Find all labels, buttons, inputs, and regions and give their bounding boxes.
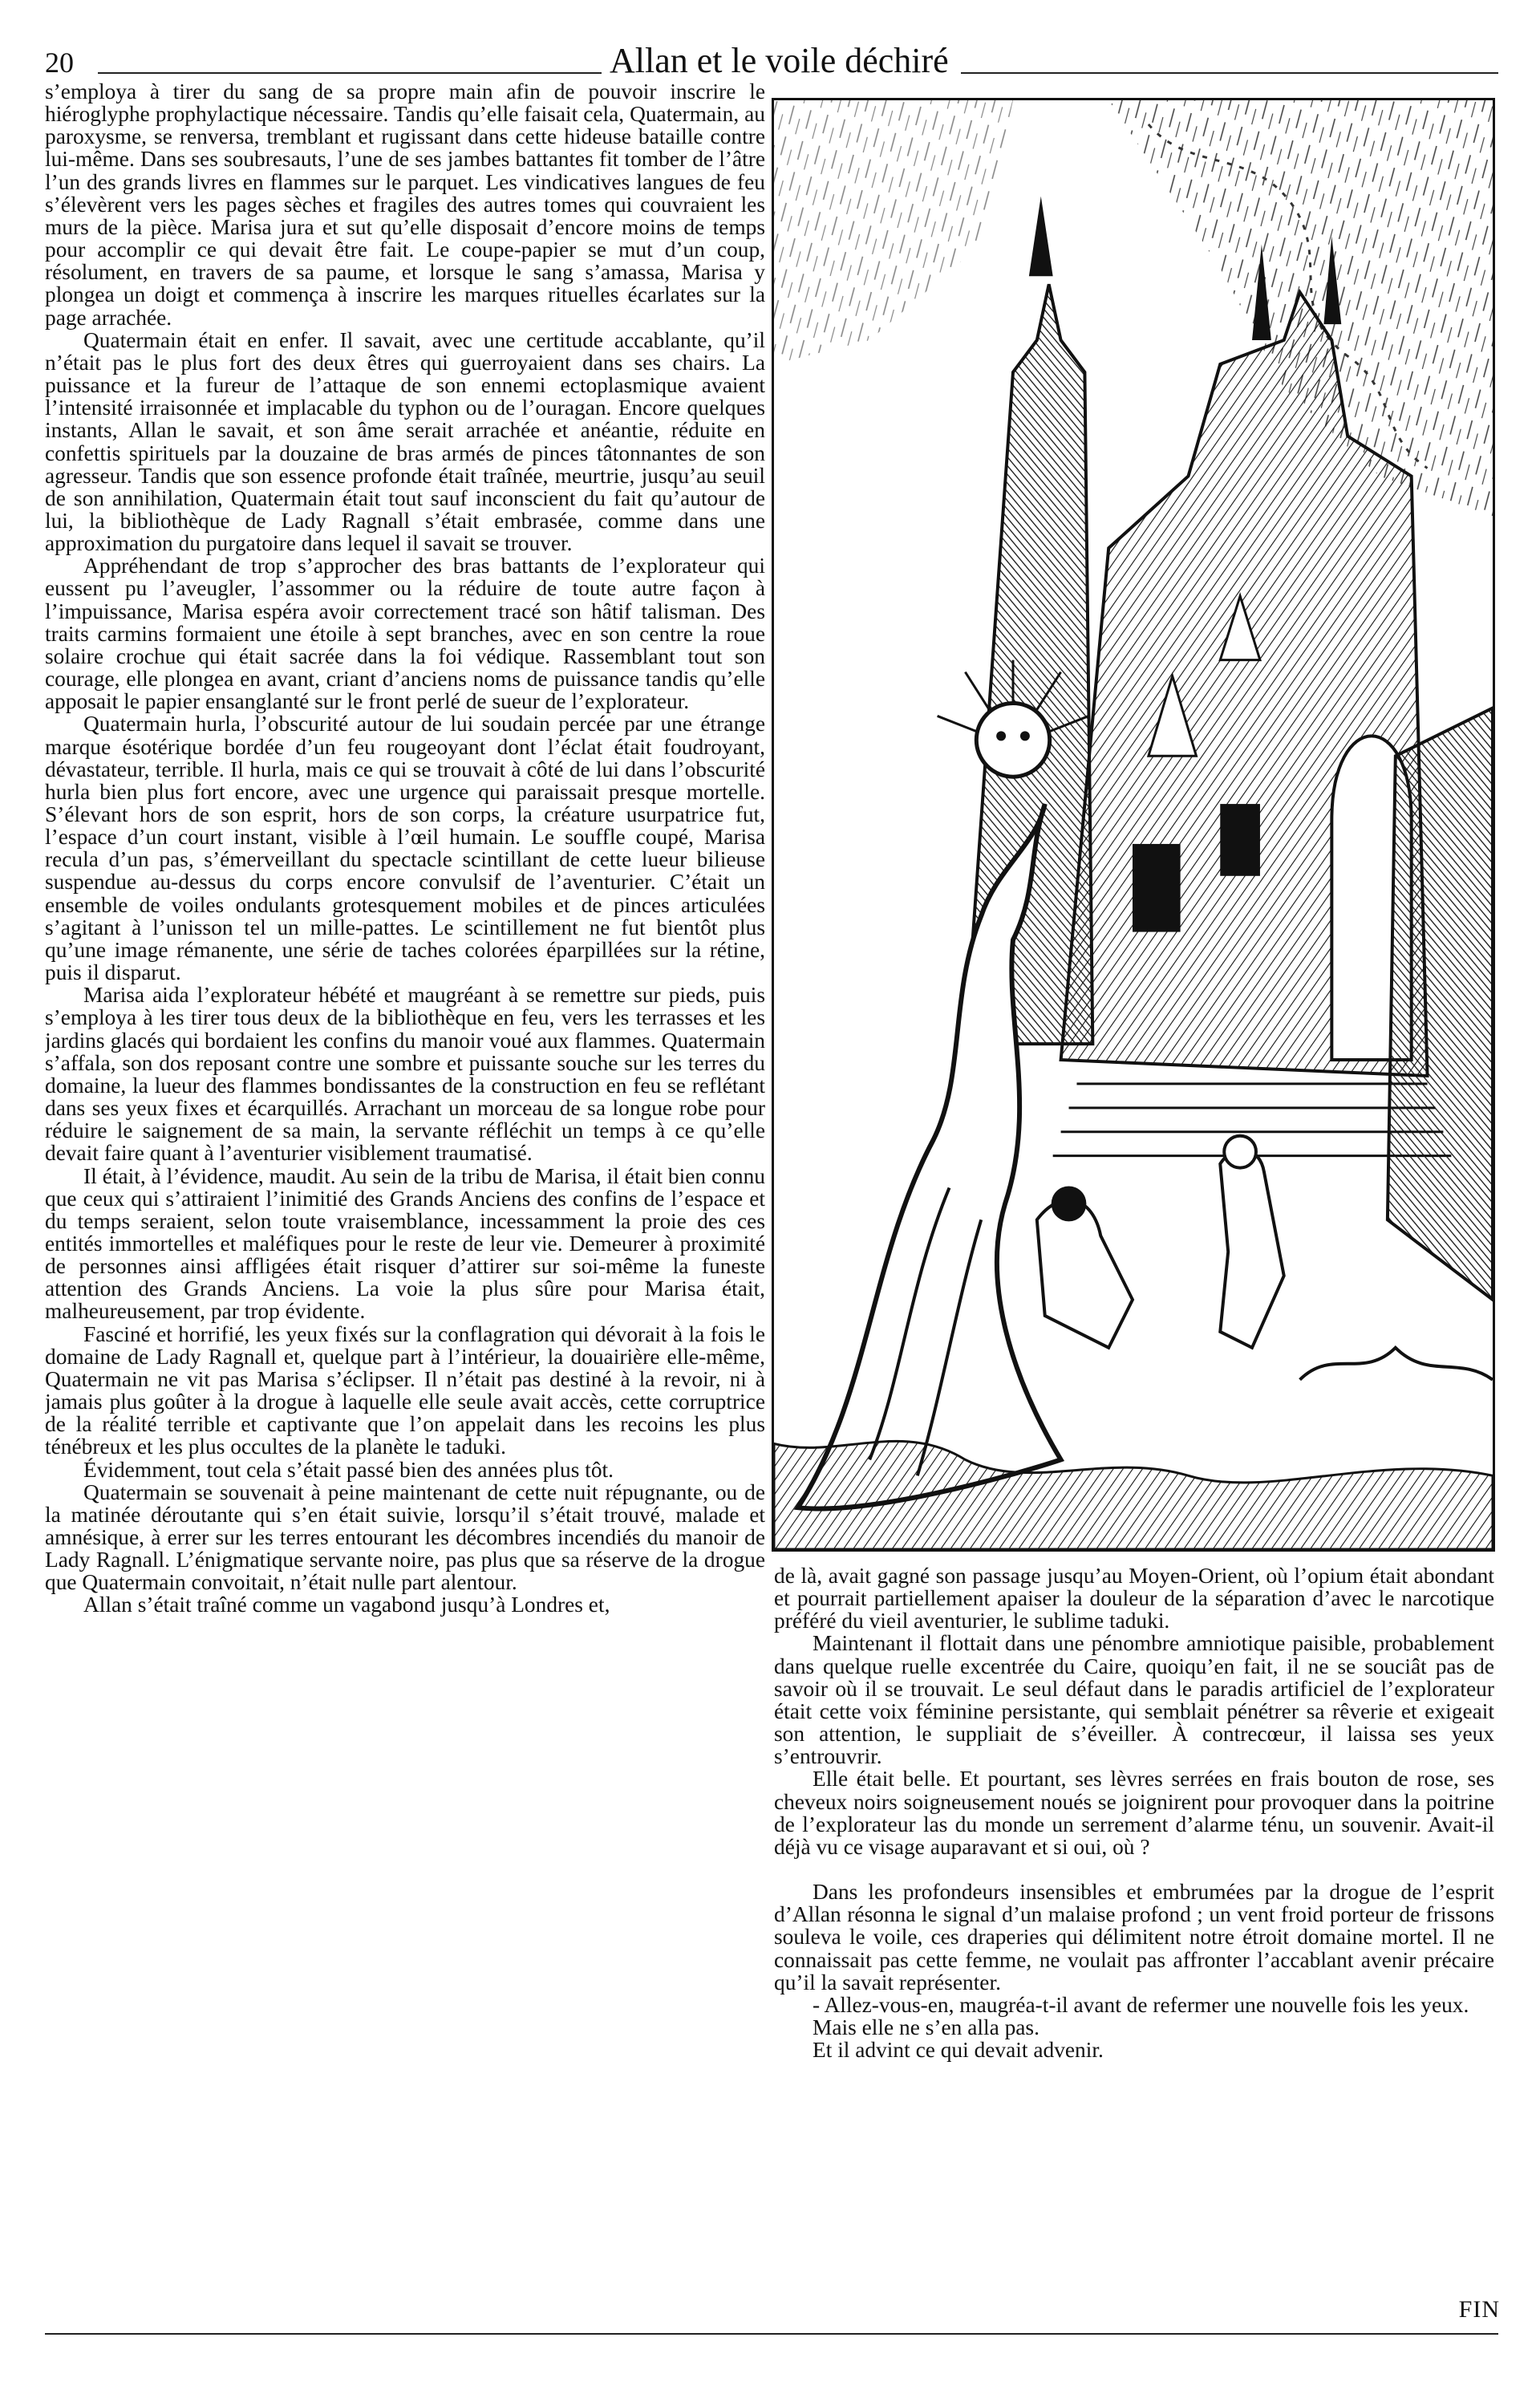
paragraph: Mais elle ne s’en alla pas. — [813, 2015, 1040, 2039]
paragraph: Allan s’était traîné comme un vagabond jusqu’à Londres et, — [83, 1593, 610, 1617]
paragraph: Il était, à l’évidence, maudit. Au sein de la tribu de Marisa, il était bien connu que ceux qui s’attiraient l’inimitié des Grands Anciens des confins de l’espace et du temps seraient, selon toute vraisemblance, incessamment la proie des ces entités immortelles et maléfiques pour le reste de leur vie. Demeurer à proximité de personnes ainsi affligées était risquer d’attirer sur soi-même la funeste attention des Grands Anciens. La voie la plus sûre pour Marisa était, malheureusement, par trop évidente. — [45, 1163, 765, 1324]
paragraph: Elle était belle. Et pourtant, ses lèvres serrées en frais bouton de rose, ses cheveux noirs soigneusement noués se joignirent pour provoquer dans la poitrine de l’explorateur las du monde un serrement d’alarme ténu, un souvenir. Avait-il déjà vu ce visage auparavant et si oui, où ? — [774, 1767, 1494, 1859]
paragraph: Maintenant il flottait dans une pénombre amniotique paisible, probablement dans quelque ruelle excentrée du Caire, quoiqu’en fait, il ne se souciât pas de savoir où il se trouvait. Le seul défaut dans le paradis artificiel de l’explorateur était cette voix féminine persistante, qui semblait pénétrer sa rêverie et exigeait son attention, le suppliait de s’éveiller. À contrecœur, il laissa ses yeux s’entrouvrir. — [774, 1631, 1494, 1769]
paragraph: de là, avait gagné son passage jusqu’au Moyen-Orient, où l’opium était abondant et pourrait partiellement apaiser la douleur de la séparation d’avec le narcotique préféré du vieil aventurier, le sublime taduki. — [774, 1564, 1494, 1633]
illustration-svg — [774, 100, 1493, 1549]
paragraph: Quatermain hurla, l’obscurité autour de lui soudain percée par une étrange marque ésotérique bordée d’un feu rougeoyant dont l’éclat était foudroyant, dévastateur, terrible. Il hurla, mais ce qui se trouvait à côté de lui dans l’obscurité hurla bien plus fort encore, avec une urgence qui paraissait presque mortelle. S’élevant hors de son esprit, hors de son corps, la créature usurpatrice fut, l’espace d’un court instant, visible à l’œil humain. Le souffle coupé, Marisa recula d’un pas, s’émerveillant du spectacle scintillant de cette lueur bilieuse suspendue au-dessus du corps encore convulsif de l’aventurier. C’était un ensemble de voiles ondulants grotesquement mobiles et de pinces articulées s’agitant à l’unisson tel un mille-pattes. Le scintillement ne fut bientôt plus qu’une image rémanente, une série de taches colorées éparpillées sur la rétine, puis il disparut. — [45, 712, 765, 985]
paragraph: - Allez-vous-en, maugréa-t-il avant de refermer une nouvelle fois les yeux. — [813, 1992, 1469, 2017]
running-title: Allan et le voile déchiré — [610, 41, 949, 80]
paragraph: Quatermain se souvenait à peine maintenant de cette nuit répugnante, ou de la matinée déroutante qui s’en était suivie, lorsqu’il s’était trouvé, malade et amnésique, à errer sur les terres entourant les décombres incendiés du manoir de Lady Ragnall. L’énigmatique servante noire, pas plus que sa réserve de la drogue que Quatermain convoitait, n’était nulle part alentour. — [45, 1479, 765, 1595]
paragraph: Dans les profondeurs insensibles et embrumées par la drogue de l’esprit d’Allan résonna le signal d’un malaise profond ; un vent froid porteur de frissons souleva le voile, ces draperies qui délimitent notre étroit domaine mortel. Il ne connaissait pas cette femme, ne voulait pas affronter l’accablant avenir précaire qu’il la savait représenter. — [774, 1880, 1494, 1994]
paragraph: s’employa à tirer du sang de sa propre main afin de pouvoir inscrire le hiéroglyphe prophylactique nécessaire. Tandis qu’elle faisait cela, Quatermain, au paroxysme, se renversa, tremblant et rugissant dans cette hideuse bataille contre lui-même. Dans ses soubresauts, l’une de ses jambes battantes fit tomber de l’âtre l’un des grands livres en flammes sur le parquet. Les vindicatives langues de feu s’élevèrent vers les pages sèches et fragiles des autres tomes qui couvraient les murs de la pièce. Marisa jura et sut qu’elle disposait d’encore moins de temps pour accomplir ce qui devait être fait. Le coupe-papier se mut d’un coup, résolument, en travers de sa paume, et lorsque le sang s’amassa, Marisa y plongea un doigt et commença à inscrire les marques rituelles écarlates sur la page arrachée. — [45, 80, 765, 330]
paragraph: Appréhendant de trop s’approcher des bras battants de l’explorateur qui eussent pu l’aveugler, l’assommer ou la réduire de toute autre façon à l’impuissance, Marisa espéra avoir correctement tracé son hâtif talisman. Des traits carmins formaient une étoile à sept branches, avec en son centre la roue solaire crochue qui était sacrée dans la foi védique. Rassemblant tout son courage, elle plongea en avant, criant d’anciens noms de puissance tandis qu’elle apposait le papier ensanglanté sur le front perlé de sueur de l’explorateur. — [45, 554, 765, 714]
paragraph: Quatermain était en enfer. Il savait, avec une certitude accablante, qu’il n’était pas le plus fort des deux êtres qui guerroyaient dans ses chairs. La puissance et la fureur de l’attaque de son ennemi ectoplasmique avaient l’intensité irraisonnée et implacable du typhon ou de l’ouragan. Encore quelques instants, Allan le savait, et son âme serait arrachée et anéantie, réduite en confettis spirituels par la douzaine de bras armés de pinces tâtonnantes de son agresseur. Tandis que son essence profonde était traînée, meurtrie, jusqu’au seuil de son annihilation, Quatermain était tout sauf inconscient du fait qu’autour de lui, la bibliothèque de Lady Ragnall s’était embrasée, comme dans une approximation du purgatoire dans lequel il savait se trouver. — [45, 327, 765, 556]
footer-rule — [45, 2333, 1498, 2335]
page-header — [0, 0, 1540, 88]
end-mark: FIN — [1458, 2296, 1500, 2323]
paragraph: Marisa aida l’explorateur hébété et maugréant à se remettre sur pieds, puis s’employa à les tirer tous deux de la bibliothèque en feu, vers les terrasses et les jardins glacés qui bordaient les confins du manoir voué aux flammes. Quatermain s’affala, son dos reposant contre une sombre et puissante souche sur les terres du domaine, la lueur des flammes bondissantes de la construction en feu se reflétant dans ses yeux fixes et écarquillés. Arrachant un morceau de sa longue robe pour réduire le saignement de sa main, la servante réfléchit un temps à ce qu’elle devait faire quant à l’aventurier visiblement traumatisé. — [45, 983, 765, 1166]
paragraph: Et il advint ce qui devait advenir. — [813, 2038, 1104, 2063]
page-number: 20 — [45, 47, 74, 79]
header-rule-right — [961, 72, 1498, 74]
right-column — [774, 1564, 1494, 2279]
paragraph: Évidemment, tout cela s’était passé bien des années plus tôt. — [83, 1457, 614, 1482]
header-rule-left — [98, 72, 602, 74]
paragraph: Fasciné et horrifié, les yeux fixés sur la conflagration qui dévorait à la fois le domaine de Lady Ragnall et, quelque part à l’intérieur, la douairière elle-même, Quatermain ne vit pas Marisa s’éclipser. Il n’était pas destiné à la revoir, ni à jamais plus goûter à la drogue à laquelle elle seule avait accès, cette corruptrice de la réalité terrible et captivante que l’on appelait dans les recoins les plus ténébreux et les plus occultes de la planète le taduki. — [45, 1321, 765, 1459]
left-column — [45, 80, 765, 2320]
manor-ruins-illustration — [772, 98, 1495, 1552]
